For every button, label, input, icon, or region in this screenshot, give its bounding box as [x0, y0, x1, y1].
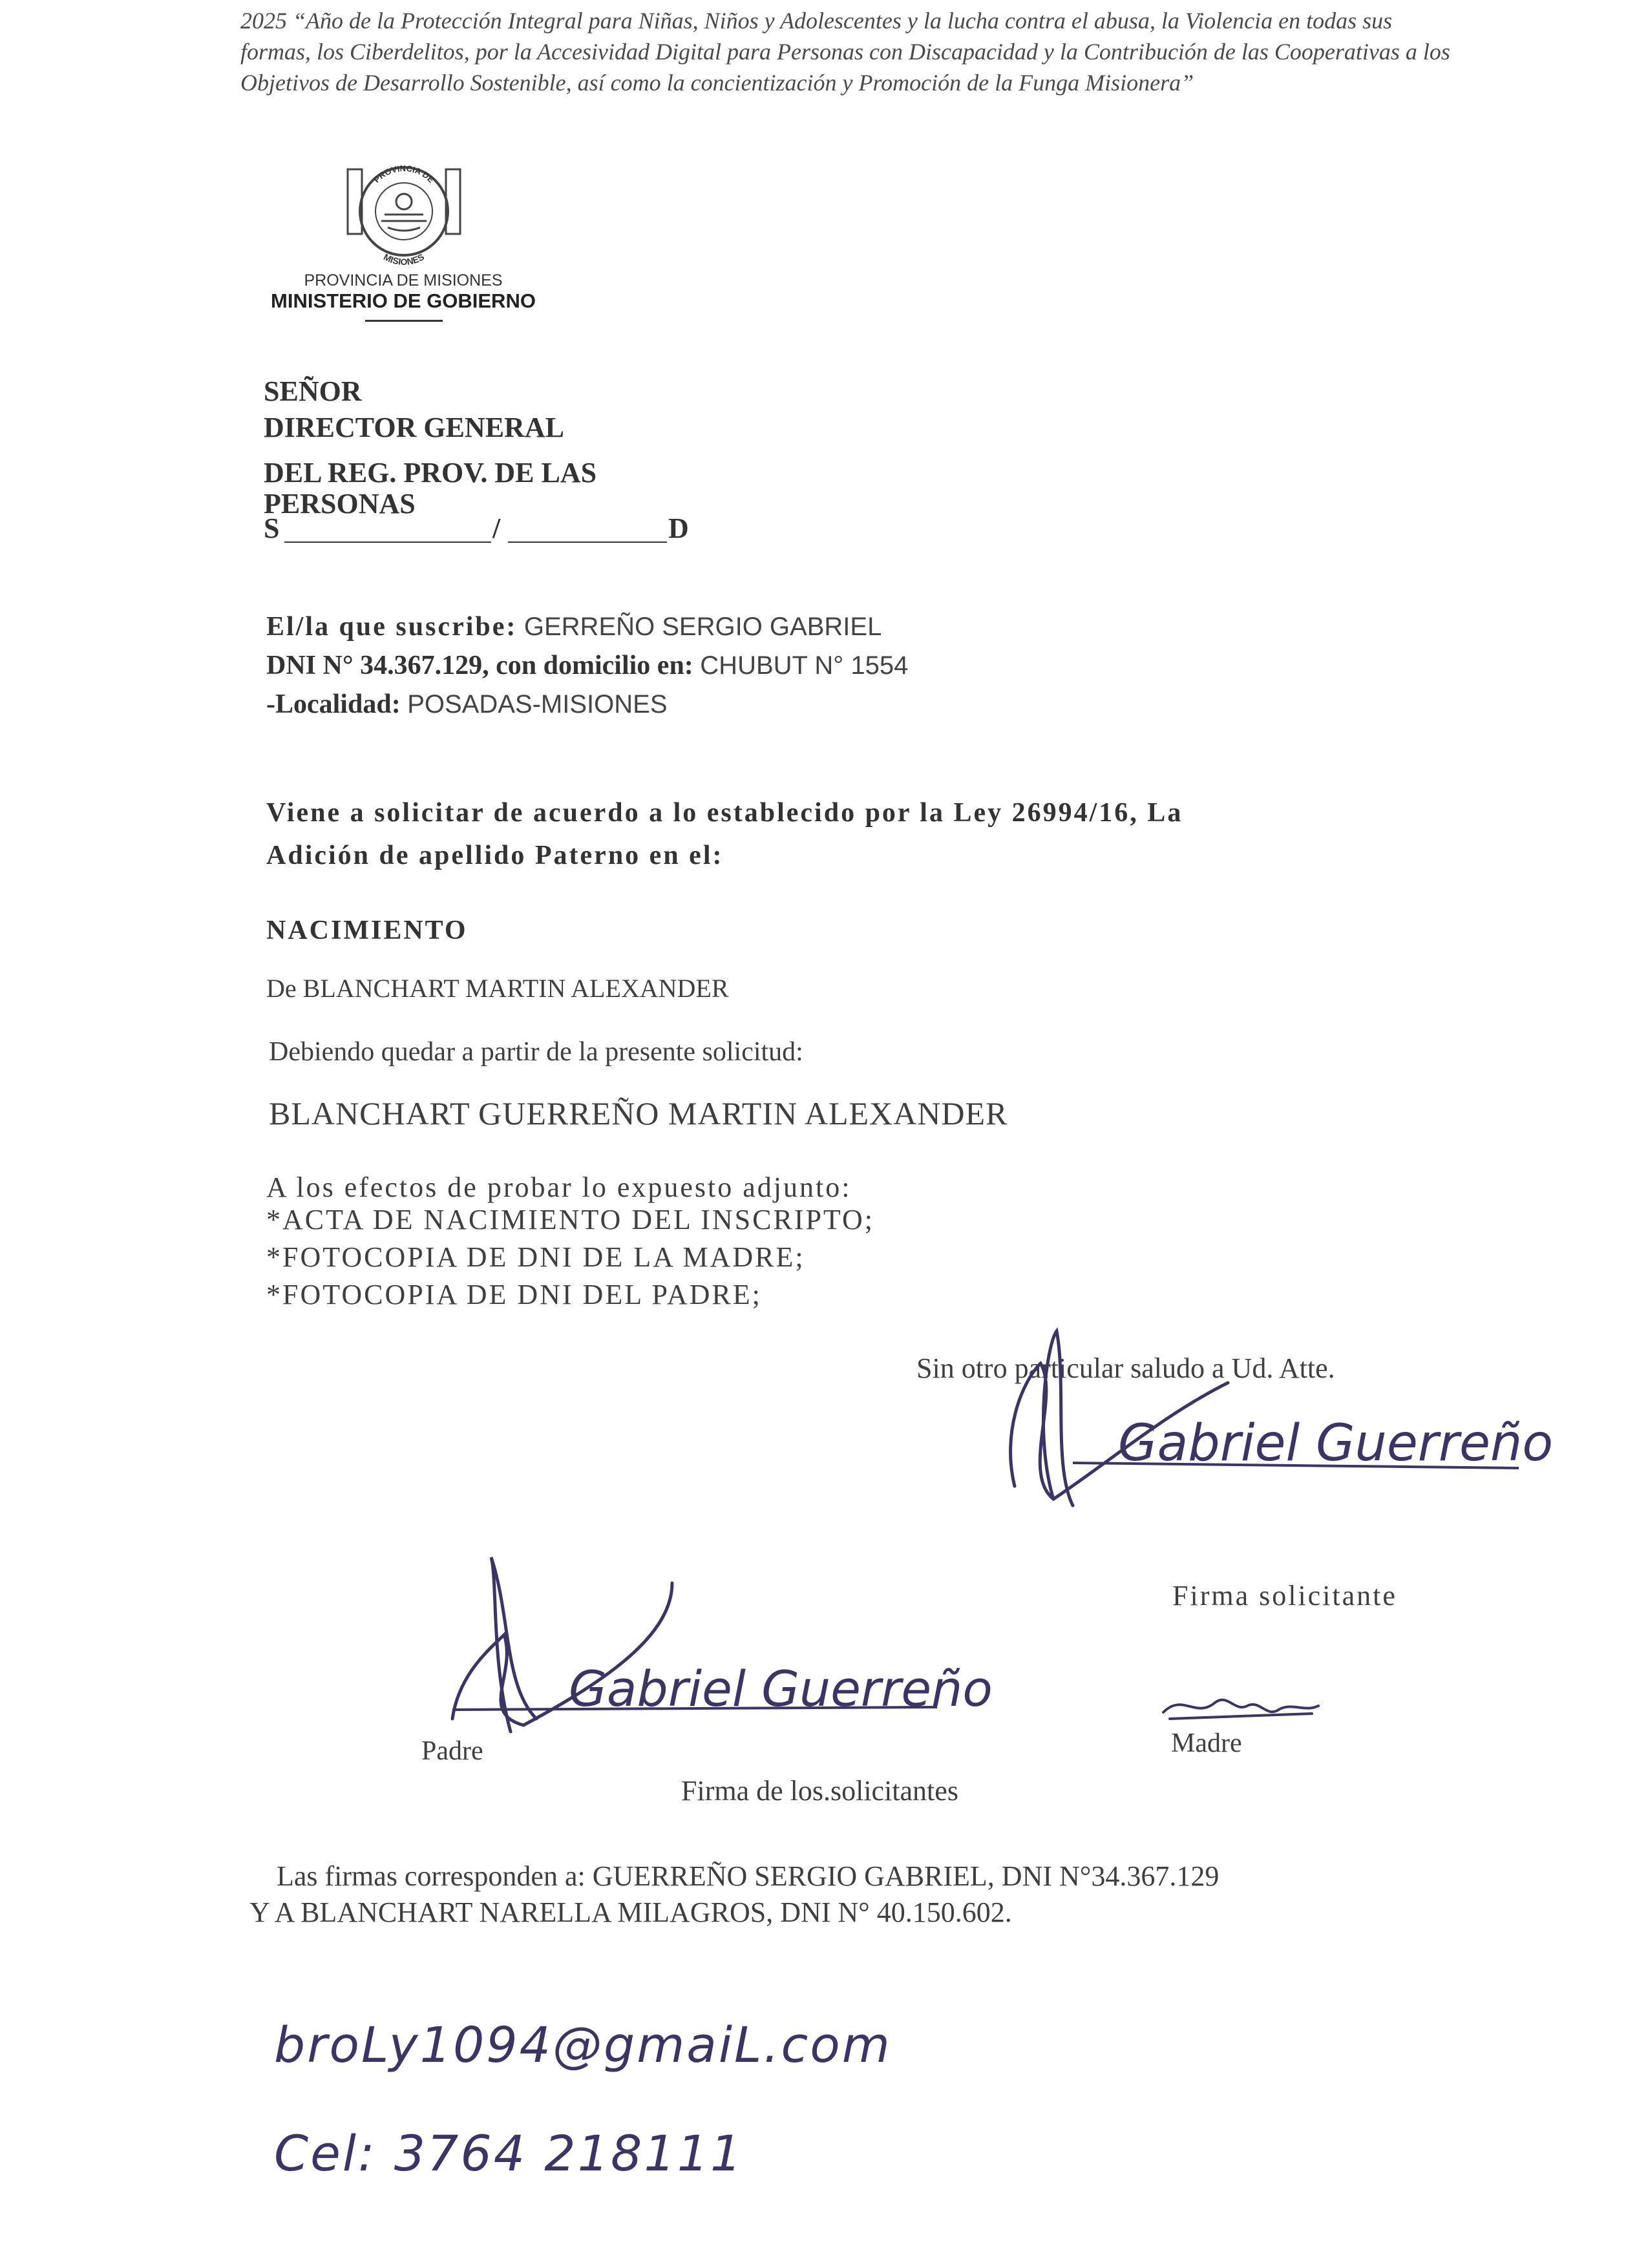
sd-blank-1 [284, 541, 491, 543]
signer-line [266, 611, 882, 642]
joint-signature-caption: Firma de los.solicitantes [681, 1775, 958, 1807]
attachment-item: *ACTA DE NACIMIENTO DEL INSCRIPTO; [266, 1204, 875, 1235]
seal-text-bottom: MISIONES [382, 251, 426, 268]
closing-greeting: Sin otro particular saludo a Ud. Atte. [916, 1352, 1335, 1384]
result-name: BLANCHART GUERREÑO MARTIN ALEXANDER [269, 1095, 1008, 1131]
locality-value: POSADAS-MISIONES [407, 690, 668, 719]
result-intro: Debiendo quedar a partir de la presente solicitud: [269, 1037, 803, 1067]
attachment-item: *FOTOCOPIA DE DNI DEL PADRE; [266, 1279, 762, 1310]
addressee-line-2: DIRECTOR GENERAL [264, 412, 564, 443]
sd-blank-2 [508, 541, 667, 543]
handwritten-phone: Cel: 3764 218111 [274, 2125, 744, 2182]
request-line-1: Viene a solicitar de acuerdo a lo establecido por la Ley 26994/16, La [266, 798, 1183, 828]
addressee-line-3: DEL REG. PROV. DE LAS [264, 457, 597, 488]
attachment-item: *FOTOCOPIA DE DNI DE LA MADRE; [266, 1241, 805, 1273]
footer-line-2: Y A BLANCHART NARELLA MILAGROS, DNI N° 40.150.602. [249, 1896, 1012, 1928]
province-name: PROVINCIA DE MISIONES [304, 271, 503, 289]
requester-signature-name: Gabriel Guerreño [1118, 1414, 1554, 1473]
father-signature [439, 1544, 993, 1738]
seal-text-top: PROVINCIA DE [372, 163, 436, 185]
address-value: CHUBUT N° 1554 [700, 651, 909, 680]
father-signature-name: Gabriel Guerreño [569, 1660, 993, 1717]
dni-label: DNI N° 34.367.129, con domicilio en: [266, 651, 693, 680]
attachments-intro: A los efectos de probar lo expuesto adjunto: [266, 1171, 852, 1203]
addressee-line-4: PERSONAS [264, 488, 416, 520]
addressee-line-1: SEÑOR [264, 375, 362, 407]
signer-caption: Firma solicitante [1172, 1580, 1397, 1612]
mother-label: Madre [1171, 1728, 1242, 1758]
locality-line [266, 689, 668, 720]
signer-name: GERREÑO SERGIO GABRIEL [523, 613, 882, 641]
footer-line-1: Las firmas corresponden a: GUERREÑO SERGIO GABRIEL, DNI N°34.367.129 [277, 1860, 1220, 1892]
requester-signature [995, 1305, 1554, 1525]
province-seal-logo [343, 150, 465, 273]
section-title: NACIMIENTO [266, 916, 468, 945]
father-label: Padre [421, 1736, 483, 1766]
svg-text:PROVINCIA DE [372, 163, 436, 185]
addressee-s: S [264, 512, 280, 544]
request-line-2: Adición de apellido Paterno en el: [266, 841, 724, 870]
signer-label: El/la que suscribe: [266, 612, 518, 642]
addressee-slash: / [492, 512, 501, 544]
of-name: De BLANCHART MARTIN ALEXANDER [266, 974, 729, 1003]
handwritten-email: broLy1094@gmaiL.com [274, 2016, 892, 2074]
mother-signature [1157, 1674, 1325, 1732]
ministry-underline [365, 320, 443, 322]
locality-label: -Localidad: [266, 689, 401, 719]
ministry-name: MINISTERIO DE GOBIERNO [271, 289, 536, 312]
addressee-d: D [668, 512, 689, 544]
dni-line [266, 650, 908, 681]
header-motto: 2025 “Año de la Protección Integral para Niñas, Niños y Adolescentes y la lucha contra el abusa, la Violencia en todas sus formas, los Ciberdelitos, por la Accesividad Digital para Personas con Discapacidad y la Contribución de las Cooperativas a los Objetivos de Desarrollo Sostenible, así como la concientización y Promoción de la Funga Misionera” [240, 8, 1450, 96]
svg-text:MISIONES [382, 251, 426, 267]
